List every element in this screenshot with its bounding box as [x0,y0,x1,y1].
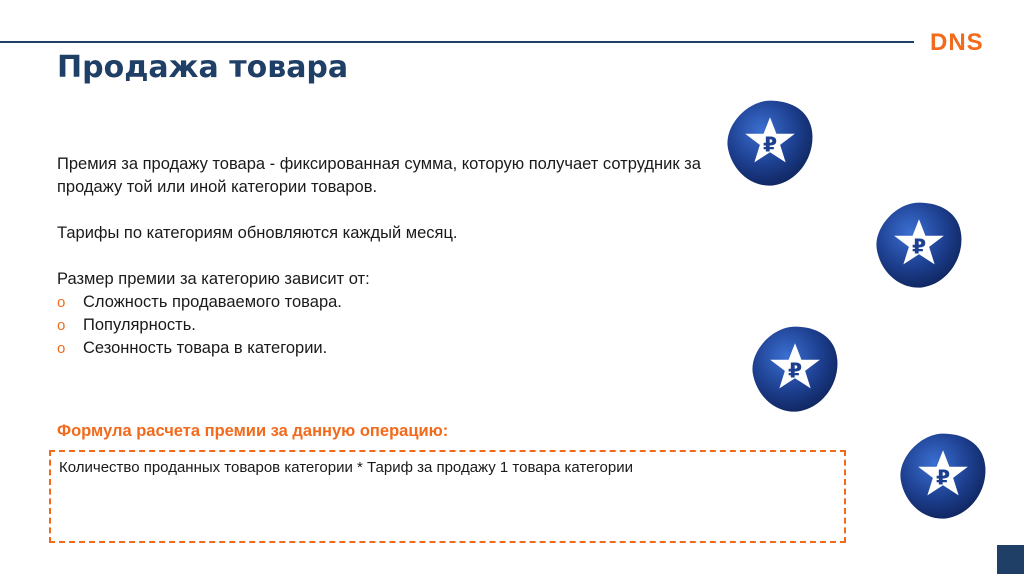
page-title: Продажа товара [57,50,349,85]
formula-heading: Формула расчета премии за данную операцию: [57,422,449,440]
factor-list [57,291,717,360]
formula-text: Количество проданных товаров категории * Тариф за продажу 1 товара категории [59,459,633,476]
ruble-star-badge-icon [873,199,965,291]
list-intro: Размер премии за категорию зависит от: [57,270,370,288]
header-divider [0,41,914,43]
bullet-marker: o [57,340,66,357]
slide-body [57,153,717,360]
definition-paragraph: Премия за продажу товара - фиксированная сумма, которую получает сотрудник за продажу той или иной категории товаров. [57,155,701,196]
dns-logo: DNS [930,29,984,56]
corner-accent [997,545,1024,574]
list-item [57,314,717,337]
tariffs-paragraph: Тарифы по категориям обновляются каждый месяц. [57,224,458,242]
formula-box [49,450,846,543]
ruble-star-badge-icon [724,97,816,189]
ruble-star-badge-icon [897,430,989,522]
ruble-star-badge-icon [749,323,841,415]
list-item [57,337,717,360]
bullet-marker: o [57,317,66,334]
ruble-symbol: ₽ [911,234,927,259]
list-item [57,291,717,314]
ruble-symbol: ₽ [762,132,778,157]
list-item-text: Сезонность товара в категории. [83,339,328,357]
list-item-text: Сложность продаваемого товара. [83,293,342,311]
list-item-text: Популярность. [83,316,196,334]
bullet-marker: o [57,294,66,311]
ruble-symbol: ₽ [787,358,803,383]
ruble-symbol: ₽ [935,465,951,490]
